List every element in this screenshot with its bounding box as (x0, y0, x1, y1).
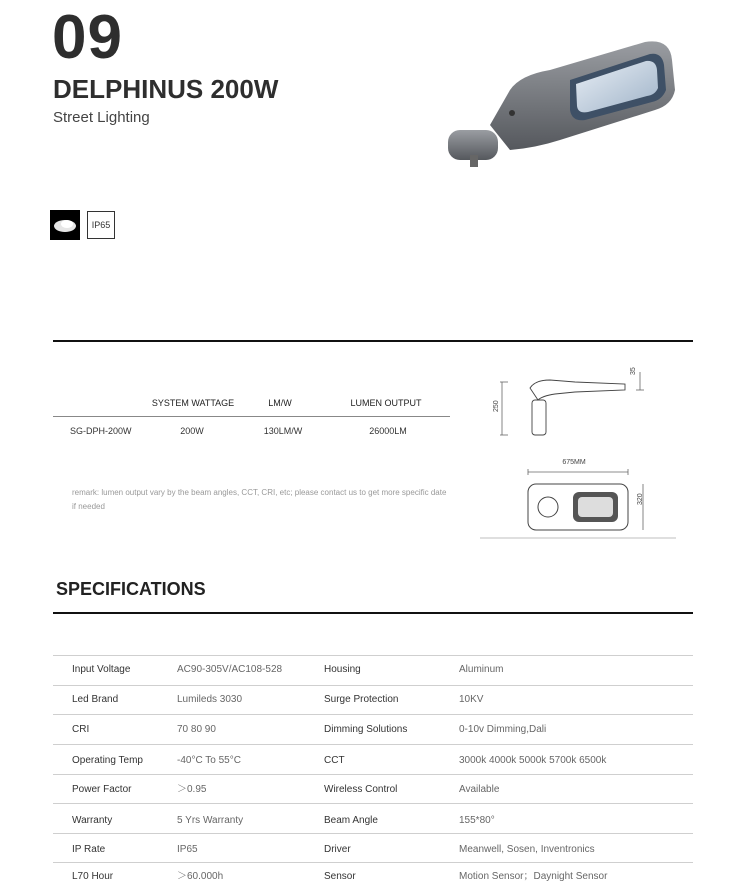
spec-value: Motion Sensor；Daynight Sensor (459, 871, 608, 882)
spec-label: Housing (324, 664, 361, 675)
spec-value: Available (459, 784, 500, 795)
spec-value: -40°C To 55°C (177, 755, 241, 766)
light-beam-icon (50, 210, 80, 240)
spec-label: Power Factor (72, 784, 132, 795)
product-subtitle: Street Lighting (53, 109, 150, 126)
efficacy-value: 130LM/W (263, 426, 303, 436)
spec-value: 5 Yrs Warranty (177, 815, 244, 826)
spec-label: IP Rate (72, 844, 106, 855)
spec-value: Aluminum (459, 664, 504, 675)
dim-thickness: 35 (630, 367, 637, 375)
spec-label: L70 Hour (72, 871, 114, 882)
spec-value: ＞0.95 (177, 784, 207, 795)
spec-top-divider (53, 612, 693, 614)
spec-row-divider (53, 744, 693, 745)
lumen-remark: remark: lumen output vary by the beam angles, CCT, CRI, etc; please contact us to get more specific date if needed (72, 488, 447, 511)
spec-value: 10KV (459, 694, 484, 705)
section-divider (53, 340, 693, 342)
product-number: 09 (52, 3, 123, 72)
spec-value: IP65 (177, 844, 198, 855)
summary-table-line (53, 416, 450, 417)
spec-label: Surge Protection (324, 694, 399, 705)
spec-value: Lumileds 3030 (177, 694, 243, 705)
spec-value: 0-10v Dimming,Dali (459, 724, 547, 735)
spec-row-divider (53, 833, 693, 834)
lumen-value: 26000LM (369, 426, 407, 436)
spec-row-divider (53, 803, 693, 804)
dim-height: 250 (493, 400, 500, 412)
column-header-lumen-output: LUMEN OUTPUT (350, 398, 422, 408)
spec-label: Warranty (72, 815, 113, 826)
spec-label: Wireless Control (324, 784, 398, 795)
spec-label: CRI (72, 724, 90, 735)
spec-label: Dimming Solutions (324, 724, 408, 735)
spec-label: Operating Temp (72, 755, 143, 766)
top-dimension-drawing (478, 452, 678, 544)
spec-row-divider (53, 714, 693, 715)
street-light-product-image (440, 30, 680, 170)
spec-value: 155*80° (459, 815, 495, 826)
spec-label: Input Voltage (72, 664, 131, 675)
column-header-lmw: LM/W (268, 398, 292, 408)
spec-row-divider (53, 685, 693, 686)
model-code: SG-DPH-200W (70, 426, 132, 436)
spec-value: ＞60.000h (177, 871, 224, 882)
spec-row-divider (53, 774, 693, 775)
side-dimension-drawing (480, 360, 680, 450)
product-title: DELPHINUS 200W (53, 74, 279, 104)
specifications-heading: SPECIFICATIONS (56, 579, 206, 599)
wattage-value: 200W (180, 426, 204, 436)
column-header-system-wattage: SYSTEM WATTAGE (151, 398, 235, 408)
spec-label: CCT (324, 755, 345, 766)
dim-width: 320 (637, 493, 644, 505)
spec-value: Meanwell, Sosen, Inventronics (459, 844, 595, 855)
spec-label: Driver (324, 844, 351, 855)
ip-rating-badge: IP65 (87, 211, 115, 239)
spec-label: Sensor (324, 871, 356, 882)
spec-value: 70 80 90 (177, 724, 216, 735)
dim-length: 675MM (562, 459, 586, 466)
spec-row-divider (53, 655, 693, 656)
spec-value: AC90-305V/AC108-528 (177, 664, 283, 675)
spec-value: 3000k 4000k 5000k 5700k 6500k (459, 755, 607, 766)
spec-label: Beam Angle (324, 815, 378, 826)
spec-label: Led Brand (72, 694, 119, 705)
spec-row-divider (53, 862, 693, 863)
